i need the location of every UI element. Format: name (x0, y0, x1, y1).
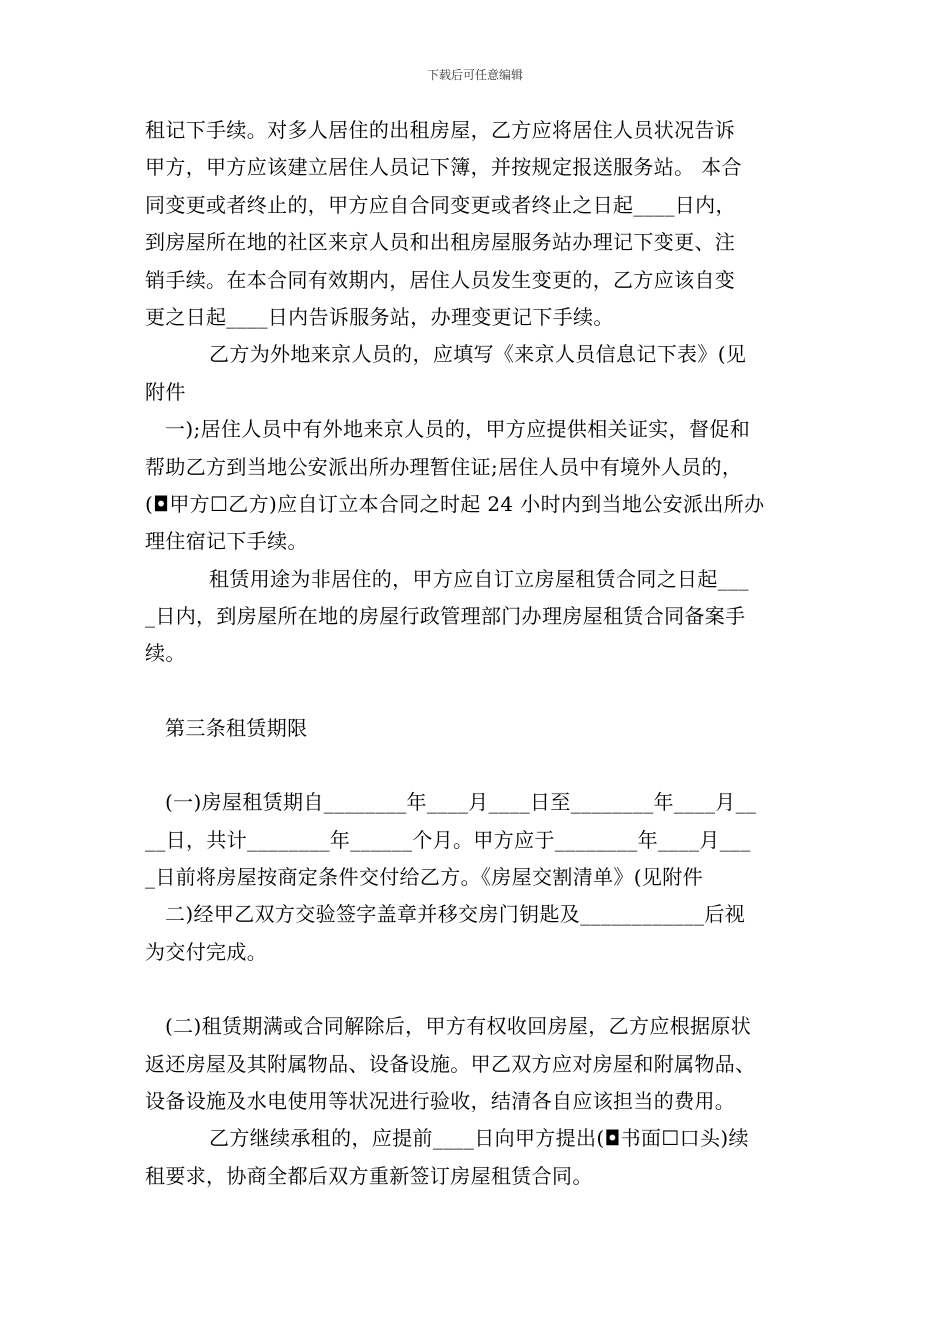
text-line: 租要求，协商全都后双方重新签订房屋租赁合同。 (145, 1163, 593, 1188)
text-line: 续。 (145, 641, 186, 666)
text-line: 返还房屋及其附属物品、设备设施。甲乙双方应对房屋和附属物品、 (145, 1051, 756, 1076)
text-line: __日，共计________年______个月。甲方应于________年____月___ (145, 827, 751, 852)
text-line: 一);居住人员中有外地来京人员的，甲方应提供相关证实，督促和 (165, 417, 751, 442)
text-line: 销手续。在本合同有效期内，居住人员发生变更的，乙方应该自变 (145, 267, 736, 292)
text-line: _日前将房屋按商定条件交付给乙方。《房屋交割清单》(见附件 (145, 865, 703, 890)
text-line: 更之日起____日内告诉服务站，办理变更记下手续。 (145, 304, 614, 329)
document-body (145, 112, 810, 1195)
text-line: 为交付完成。 (145, 939, 268, 964)
text-line: 甲方，甲方应该建立居住人员记下簿，并按规定报送服务站。 本合 (145, 155, 742, 180)
section-heading: 第三条租赁期限 (165, 715, 308, 740)
text-line: 租赁用途为非居住的，甲方应自订立房屋租赁合同之日起___ (209, 566, 749, 591)
text-line: (二)租赁期满或合同解除后，甲方有权收回房屋，乙方应根据原状 (165, 1014, 752, 1039)
paragraph-gap (145, 673, 810, 710)
text-line: 附件 (145, 379, 186, 404)
text-line: 同变更或者终止的，甲方应自合同变更或者终止之日起____日内， (145, 192, 736, 217)
text-line: 二)经甲乙双方交验签字盖章并移交房门钥匙及____________后视 (165, 902, 746, 927)
text-line: 到房屋所在地的社区来京人员和出租房屋服务站办理记下变更、注 (145, 230, 736, 255)
page-header: 下载后可任意编辑 (426, 68, 523, 82)
text-line: 理住宿记下手续。 (145, 529, 308, 554)
paragraph-gap (145, 971, 810, 1008)
text-line: (一)房屋租赁期自________年____月____日至________年____月__ (165, 790, 757, 815)
text-line: _日内，到房屋所在地的房屋行政管理部门办理房屋租赁合同备案手 (145, 604, 746, 629)
paragraph-gap (145, 747, 810, 784)
text-line: 帮助乙方到当地公安派出所办理暂住证;居住人员中有境外人员的， (145, 454, 743, 479)
text-line: (◘甲方☐乙方)应自订立本合同之时起 24 小时内到当地公安派出所办 (145, 491, 765, 516)
text-line: 乙方继续承租的，应提前____日向甲方提出(◘书面☐口头)续 (209, 1126, 749, 1151)
text-line: 设备设施及水电使用等状况进行验收，结清各自应该担当的费用。 (145, 1088, 736, 1113)
text-line: 租记下手续。对多人居住的出租房屋，乙方应将居住人员状况告诉 (145, 118, 736, 142)
text-line: 乙方为外地来京人员的，应填写《来京人员信息记下表》(见 (209, 342, 747, 367)
